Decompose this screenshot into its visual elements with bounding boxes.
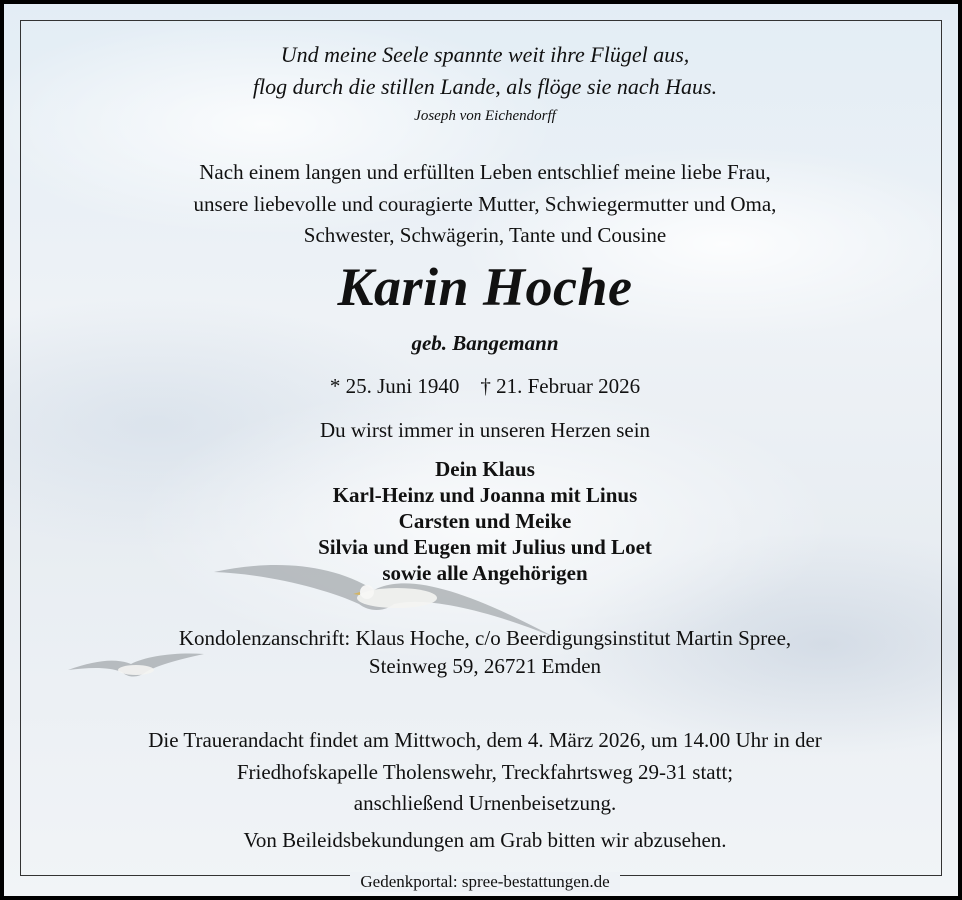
- ceremony-line-1: Die Trauerandacht findet am Mittwoch, dem 4. März 2026, um 14.00 Uhr in der: [148, 728, 822, 752]
- intro-line-3: Schwester, Schwägerin, Tante und Cousine: [303, 223, 667, 247]
- mourner-line: Carsten und Meike: [398, 509, 572, 533]
- motto: Du wirst immer in unseren Herzen sein: [319, 418, 651, 442]
- mourner-line: Dein Klaus: [435, 457, 535, 481]
- intro-line-1: Nach einem langen und erfüllten Leben entschlief meine liebe Frau,: [199, 160, 771, 184]
- poem-line-1: Und meine Seele spannte weit ihre Flügel aus,: [280, 42, 690, 67]
- mourner-line: sowie alle Angehörigen: [382, 561, 588, 585]
- ceremony-line-2: Friedhofskapelle Tholenswehr, Treckfahrtsweg 29-31 statt;: [236, 760, 734, 784]
- mourner-line: Karl-Heinz und Joanna mit Linus: [332, 483, 638, 507]
- life-dates: * 25. Juni 1940 † 21. Februar 2026: [329, 374, 641, 398]
- maiden-name: geb. Bangemann: [411, 331, 559, 355]
- intro-line-2: unsere liebevolle und couragierte Mutter, Schwiegermutter und Oma,: [193, 192, 777, 216]
- ceremony-line-4: Von Beileidsbekundungen am Grab bitten wir abzusehen.: [243, 828, 727, 852]
- ceremony-line-3: anschließend Urnenbeisetzung.: [353, 791, 617, 815]
- memorial-portal-link[interactable]: Gedenkportal: spree-bestattungen.de: [350, 872, 619, 892]
- condolence-line-2: Steinweg 59, 26721 Emden: [368, 654, 602, 678]
- mourner-line: Silvia und Eugen mit Julius und Loet: [318, 535, 652, 559]
- condolence-line-1: Kondolenzanschrift: Klaus Hoche, c/o Beerdigungsinstitut Martin Spree,: [178, 626, 792, 650]
- poem-line-2: flog durch die stillen Lande, als flöge sie nach Haus.: [252, 74, 718, 99]
- poem-author: Joseph von Eichendorff: [414, 108, 556, 124]
- footer: [4, 870, 962, 894]
- deceased-name: Karin Hoche: [337, 257, 633, 317]
